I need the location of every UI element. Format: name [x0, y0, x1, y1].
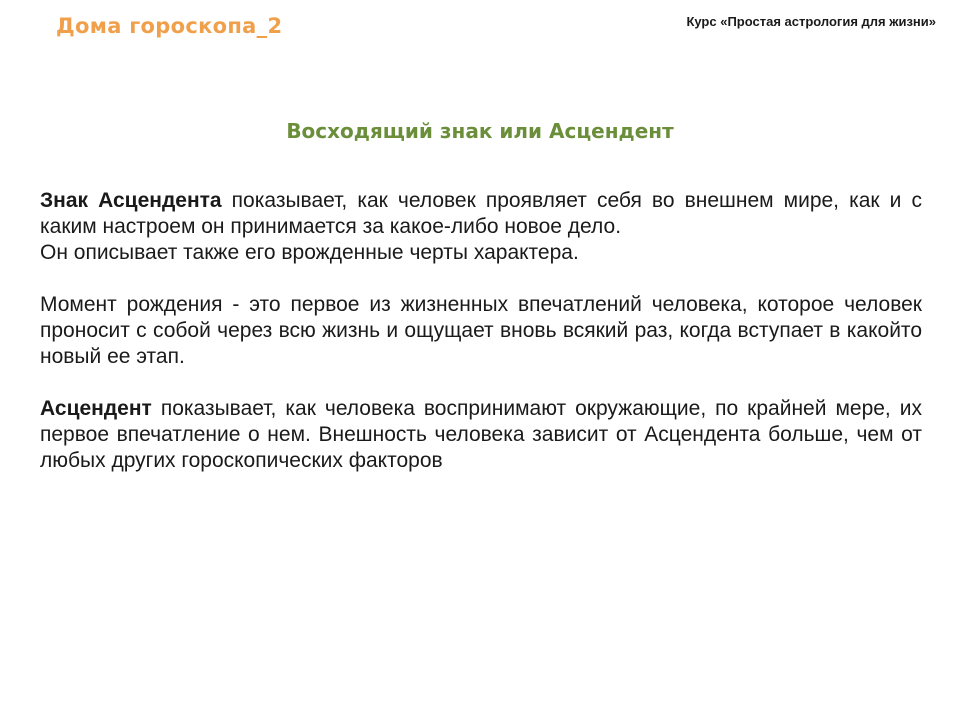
slide-body: [40, 188, 922, 474]
paragraph-ascendant-sign-text: показывает, как человек проявляет себя во внешнем мире, как и с каким настроем он принимается за какое-либо новое дело.: [40, 189, 922, 238]
slide-title: Восходящий знак или Асцендент: [286, 119, 674, 143]
paragraph-innate-traits: Он описывает также его врожденные черты характера.: [40, 241, 579, 264]
paragraph-ascendant-perception: [40, 396, 922, 474]
section-title: Дома гороскопа_2: [56, 14, 283, 38]
paragraph-moment-of-birth: Момент рождения - это первое из жизненных впечатлений человека, которое человек проносит с собой через всю жизнь и ощущает вновь всякий раз, когда вступает в какойто новый ее этап.: [40, 293, 922, 368]
term-ascendant-sign: Знак Асцендента: [40, 189, 222, 212]
paragraph-ascendant-sign: [40, 188, 922, 240]
paragraph-ascendant-perception-text: показывает, как человека воспринимают окружающие, по крайней мере, их первое впечатление о нем. Внешность человека зависит от Асцендента больше, чем от любых других гороскопических факторов: [40, 397, 922, 472]
course-title: Курс «Простая астрология для жизни»: [686, 14, 936, 29]
term-ascendant: Асцендент: [40, 397, 152, 420]
